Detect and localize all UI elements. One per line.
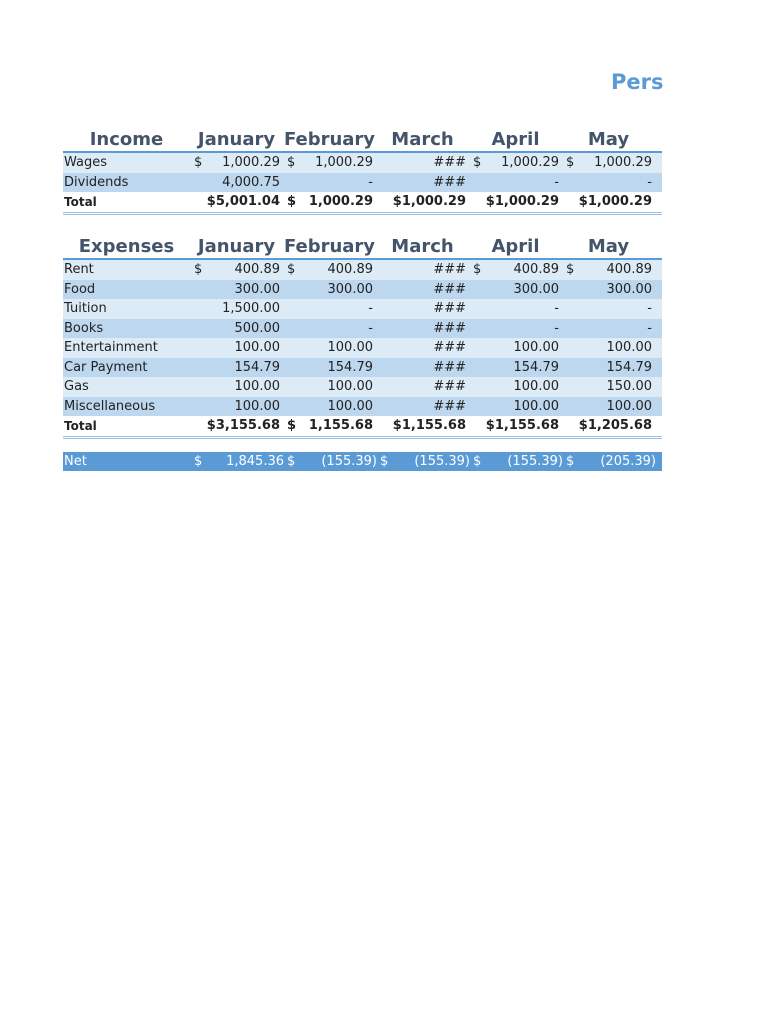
- cell-february[interactable]: [284, 360, 377, 375]
- month-header-january[interactable]: January: [197, 129, 276, 150]
- amount-value: (155.39): [321, 454, 377, 469]
- cell-january[interactable]: [191, 321, 284, 336]
- currency-symbol: $: [473, 155, 482, 171]
- cell-january[interactable]: [191, 379, 284, 394]
- amount-value: 154.79: [234, 359, 280, 375]
- amount-value: ###: [433, 174, 466, 190]
- cell-march[interactable]: [377, 418, 470, 433]
- amount-value: ###: [433, 398, 466, 414]
- cell-may[interactable]: [563, 301, 656, 316]
- amount-value: ###: [433, 281, 466, 297]
- amount-value: $1,155.68: [392, 418, 466, 434]
- table-row: [63, 260, 662, 280]
- row-label-cell[interactable]: Net: [64, 454, 87, 469]
- amount-value: (205.39): [600, 454, 656, 469]
- table-row: [63, 377, 662, 397]
- currency-symbol: $: [566, 155, 575, 171]
- table-row: [63, 299, 662, 319]
- cell-april[interactable]: [470, 360, 563, 375]
- cell-january[interactable]: [191, 454, 284, 469]
- amount-value: 100.00: [234, 398, 280, 414]
- currency-symbol: $: [566, 454, 575, 469]
- amount-value: ###: [433, 262, 466, 278]
- amount-value: 154.79: [606, 359, 652, 375]
- cell-april[interactable]: [470, 301, 563, 316]
- cell-january[interactable]: [191, 194, 284, 209]
- cell-may[interactable]: [563, 399, 656, 414]
- amount-value: 1,500.00: [222, 301, 280, 317]
- cell-may[interactable]: [563, 321, 656, 336]
- amount-value: ###: [433, 155, 466, 171]
- month-header-may[interactable]: May: [587, 236, 630, 257]
- amount-value: 300.00: [606, 281, 652, 297]
- amount-value: -: [647, 320, 652, 336]
- amount-value: -: [554, 301, 559, 317]
- amount-value: 300.00: [327, 281, 373, 297]
- cell-april[interactable]: [470, 454, 563, 469]
- month-header-april[interactable]: April: [491, 129, 540, 150]
- cell-may[interactable]: [563, 379, 656, 394]
- currency-symbol: $: [473, 454, 482, 469]
- table-row: [63, 358, 662, 378]
- cell-january[interactable]: [191, 175, 284, 190]
- table-row: [63, 153, 662, 173]
- cell-may[interactable]: [563, 194, 656, 209]
- expenses-heading[interactable]: Expenses: [78, 236, 175, 257]
- cell-may[interactable]: [563, 175, 656, 190]
- amount-value: 100.00: [513, 340, 559, 356]
- amount-value: 100.00: [327, 340, 373, 356]
- amount-value: -: [647, 301, 652, 317]
- cell-april[interactable]: [470, 321, 563, 336]
- cell-april[interactable]: [470, 340, 563, 355]
- cell-february[interactable]: [284, 418, 377, 433]
- cell-february[interactable]: [284, 155, 377, 170]
- table-row: [63, 338, 662, 358]
- table-row: [63, 319, 662, 339]
- amount-value: 154.79: [513, 359, 559, 375]
- amount-value: 100.00: [234, 340, 280, 356]
- cell-march[interactable]: [377, 360, 470, 375]
- amount-value: $1,155.68: [485, 418, 559, 434]
- row-label-cell[interactable]: Tuition: [64, 301, 107, 317]
- amount-value: 400.89: [606, 262, 652, 278]
- cell-april[interactable]: [470, 194, 563, 209]
- amount-value: (155.39): [414, 454, 470, 469]
- amount-value: 100.00: [606, 340, 652, 356]
- currency-symbol: $: [194, 155, 203, 171]
- amount-value: 100.00: [513, 398, 559, 414]
- cell-may[interactable]: [563, 418, 656, 433]
- income-rows: [63, 153, 662, 192]
- cell-april[interactable]: [470, 379, 563, 394]
- cell-april[interactable]: [470, 399, 563, 414]
- cell-january[interactable]: [191, 360, 284, 375]
- month-header-march[interactable]: March: [391, 129, 454, 150]
- cell-may[interactable]: [563, 155, 656, 170]
- amount-value: $1,000.29: [392, 194, 466, 210]
- amount-value: 500.00: [234, 320, 280, 336]
- cell-january[interactable]: [191, 282, 284, 297]
- amount-value: ###: [433, 340, 466, 356]
- row-label-cell[interactable]: Wages: [64, 155, 108, 171]
- currency-symbol: $: [287, 155, 296, 171]
- cell-january[interactable]: [191, 418, 284, 433]
- amount-value: 300.00: [234, 281, 280, 297]
- currency-symbol: $: [380, 454, 389, 469]
- cell-april[interactable]: [470, 262, 563, 277]
- cell-january[interactable]: [191, 262, 284, 277]
- cell-january[interactable]: [191, 340, 284, 355]
- row-label-cell[interactable]: Gas: [64, 379, 89, 395]
- cell-february[interactable]: [284, 262, 377, 277]
- cell-january[interactable]: [191, 301, 284, 316]
- income-heading[interactable]: Income: [89, 129, 164, 150]
- amount-value: 400.89: [513, 262, 559, 278]
- amount-value: 1,000.29: [315, 155, 373, 171]
- cell-april[interactable]: [470, 418, 563, 433]
- row-label-cell[interactable]: Total: [64, 418, 97, 433]
- currency-symbol: $: [287, 418, 297, 434]
- amount-value: 1,000.29: [594, 155, 652, 171]
- cell-march[interactable]: [377, 454, 470, 469]
- cell-february[interactable]: [284, 194, 377, 209]
- cell-february[interactable]: [284, 340, 377, 355]
- cell-march[interactable]: [377, 155, 470, 170]
- amount-value: 1,000.29: [222, 155, 280, 171]
- row-label-cell[interactable]: Entertainment: [64, 340, 158, 356]
- cell-march[interactable]: [377, 399, 470, 414]
- income-table: [63, 124, 662, 215]
- amount-value: ###: [433, 379, 466, 395]
- amount-value: $1,000.29: [485, 194, 559, 210]
- cell-may[interactable]: [563, 454, 656, 469]
- row-label-cell[interactable]: Rent: [64, 262, 94, 278]
- amount-value: 400.89: [327, 262, 373, 278]
- table-row: [63, 397, 662, 417]
- cell-march[interactable]: [377, 340, 470, 355]
- currency-symbol: $: [566, 262, 575, 278]
- amount-value: ###: [433, 320, 466, 336]
- amount-value: -: [368, 174, 373, 190]
- amount-value: 1,000.29: [501, 155, 559, 171]
- expense-rows: [63, 260, 662, 416]
- amount-value: 100.00: [327, 398, 373, 414]
- row-label-cell[interactable]: Books: [64, 320, 104, 336]
- amount-value: 1,845.36: [226, 454, 284, 469]
- amount-value: -: [554, 174, 559, 190]
- amount-value: $1,000.29: [578, 194, 652, 210]
- amount-value: $3,155.68: [206, 418, 280, 434]
- cell-april[interactable]: [470, 282, 563, 297]
- row-label-cell[interactable]: Food: [64, 281, 96, 297]
- amount-value: 1,155.68: [308, 418, 373, 434]
- amount-value: $5,001.04: [206, 194, 280, 210]
- amount-value: 154.79: [327, 359, 373, 375]
- cell-march[interactable]: [377, 379, 470, 394]
- row-label-cell[interactable]: Total: [64, 194, 97, 209]
- month-header-may[interactable]: May: [587, 129, 630, 150]
- currency-symbol: $: [287, 262, 296, 278]
- amount-value: 100.00: [234, 379, 280, 395]
- amount-value: ###: [433, 301, 466, 317]
- cell-february[interactable]: [284, 379, 377, 394]
- month-header-february[interactable]: February: [283, 236, 376, 257]
- month-header-april[interactable]: April: [491, 236, 540, 257]
- cell-may[interactable]: [563, 282, 656, 297]
- cell-march[interactable]: [377, 194, 470, 209]
- currency-symbol: $: [194, 262, 203, 278]
- amount-value: 1,000.29: [308, 194, 373, 210]
- cell-april[interactable]: [470, 155, 563, 170]
- cell-february[interactable]: [284, 301, 377, 316]
- currency-symbol: $: [194, 454, 203, 469]
- currency-symbol: $: [287, 454, 296, 469]
- cell-may[interactable]: [563, 360, 656, 375]
- row-label-cell[interactable]: Car Payment: [64, 359, 148, 375]
- currency-symbol: $: [473, 262, 482, 278]
- amount-value: 300.00: [513, 281, 559, 297]
- cell-february[interactable]: [284, 454, 377, 469]
- expenses-table: [63, 231, 662, 439]
- table-row: [63, 280, 662, 300]
- income-total-row: [63, 192, 662, 215]
- cell-february[interactable]: [284, 321, 377, 336]
- amount-value: $1,205.68: [578, 418, 652, 434]
- expenses-total-row: [63, 416, 662, 439]
- cell-january[interactable]: [191, 155, 284, 170]
- cell-may[interactable]: [563, 262, 656, 277]
- amount-value: 400.89: [234, 262, 280, 278]
- amount-value: 100.00: [513, 379, 559, 395]
- month-header-march[interactable]: March: [391, 236, 454, 257]
- row-label-cell[interactable]: Miscellaneous: [64, 398, 156, 414]
- amount-value: -: [554, 320, 559, 336]
- row-label-cell[interactable]: Dividends: [64, 174, 129, 190]
- cell-january[interactable]: [191, 399, 284, 414]
- amount-value: -: [647, 174, 652, 190]
- cell-march[interactable]: [377, 262, 470, 277]
- currency-symbol: $: [287, 194, 297, 210]
- table-row: [63, 173, 662, 193]
- cell-march[interactable]: [377, 301, 470, 316]
- cell-february[interactable]: [284, 175, 377, 190]
- cell-february[interactable]: [284, 399, 377, 414]
- cell-march[interactable]: [377, 321, 470, 336]
- amount-value: (155.39): [507, 454, 563, 469]
- cell-may[interactable]: [563, 340, 656, 355]
- amount-value: -: [368, 301, 373, 317]
- amount-value: 100.00: [606, 398, 652, 414]
- amount-value: 150.00: [606, 379, 652, 395]
- net-row: [63, 452, 662, 471]
- cell-march[interactable]: [377, 175, 470, 190]
- income-header-row: [63, 124, 662, 153]
- month-header-january[interactable]: January: [197, 236, 276, 257]
- expenses-header-row: [63, 231, 662, 260]
- cell-april[interactable]: [470, 175, 563, 190]
- month-header-february[interactable]: February: [283, 129, 376, 150]
- amount-value: -: [368, 320, 373, 336]
- cell-february[interactable]: [284, 282, 377, 297]
- amount-value: ###: [433, 359, 466, 375]
- amount-value: 4,000.75: [222, 174, 280, 190]
- amount-value: 100.00: [327, 379, 373, 395]
- page-title: Pers: [611, 70, 664, 94]
- cell-march[interactable]: [377, 282, 470, 297]
